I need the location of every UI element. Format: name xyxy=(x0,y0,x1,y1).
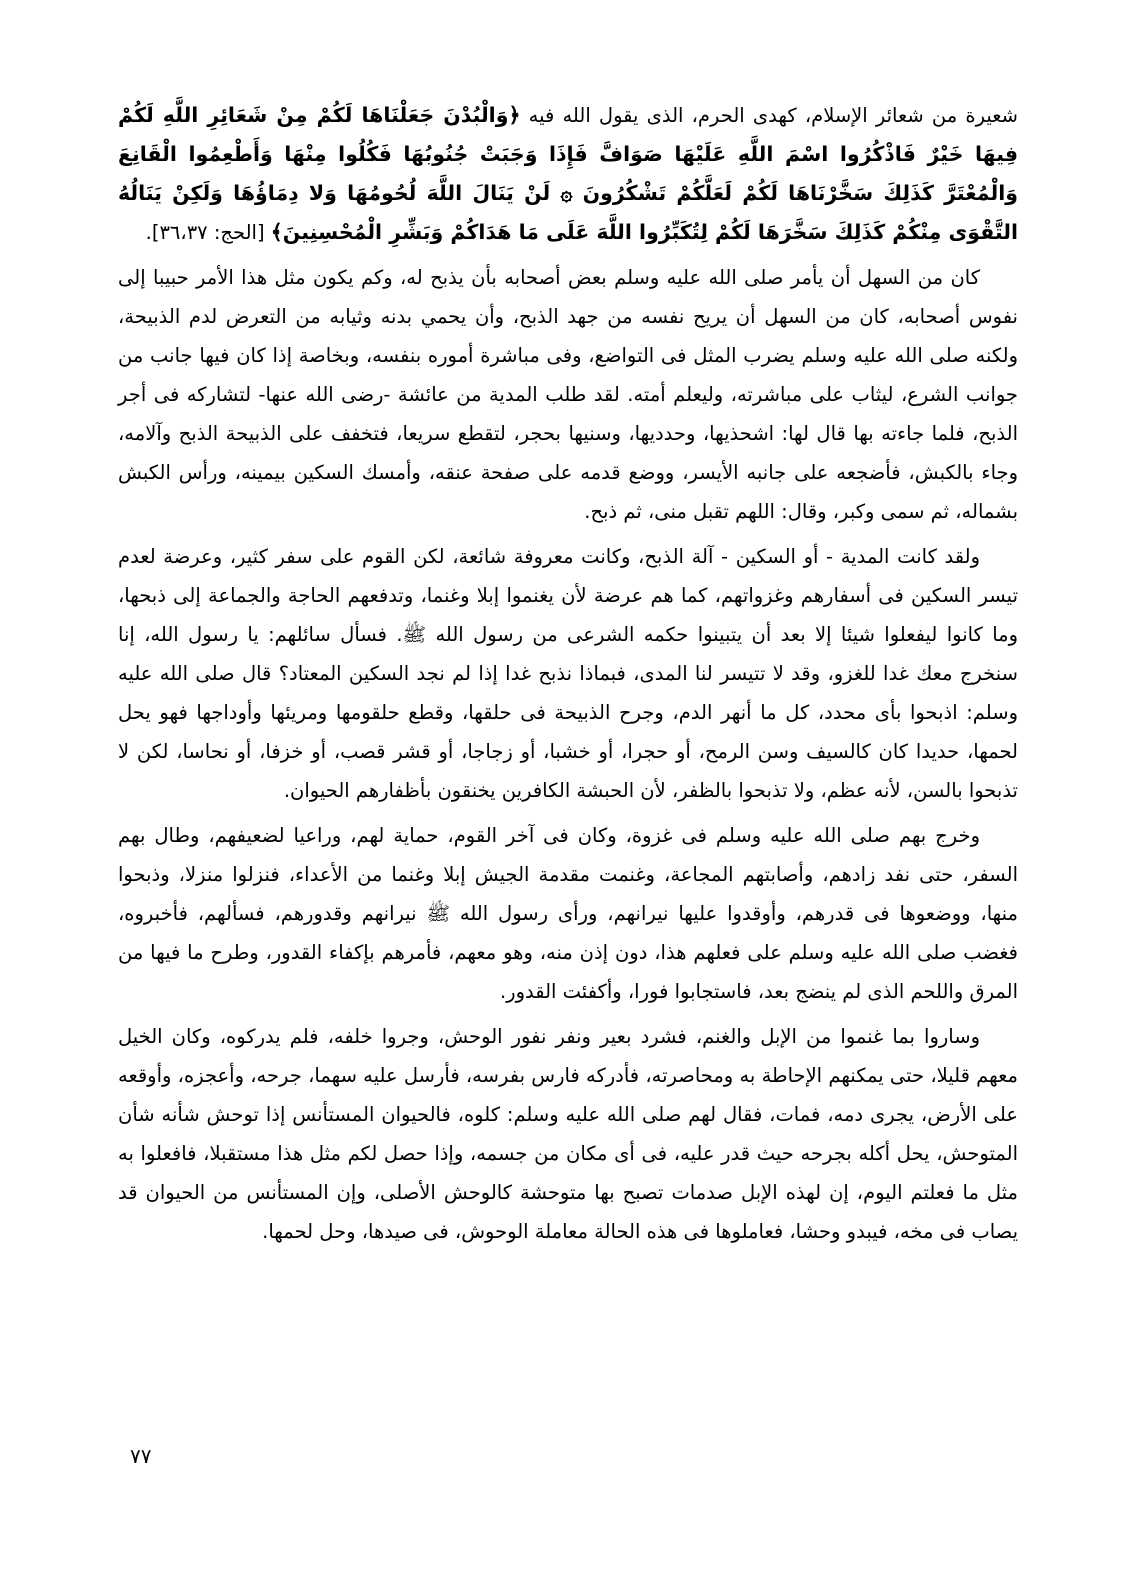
paragraph-runaway-camel: وساروا بما غنموا من الإبل والغنم، فشرد بعير ونفر نفور الوحش، وجروا خلفه، فلم يدركوه، وكان الخيل معهم قليلا، حتى يمكنهم الإحاطة به ومحاصرته، فأدركه فارس بفرسه، فأرسل عليه سهما، جرحه، وأعجزه، وأوقعه على الأرض، يجرى دمه، فمات، فقال لهم صلى الله عليه وسلم: كلوه، فالحيوان المستأنس إذا توحش شأنه شأن المتوحش، يحل أكله بجرحه حيث قدر عليه، فى أى مكان من جسمه، وإذا حصل لكم مثل هذا مستقبلا، فافعلوا به مثل ما فعلتم اليوم، إن لهذه الإبل صدمات تصبح بها متوحشة كالوحش الأصلى، وإن المستأنس من الحيوان قد يصاب فى مخه، فيبدو وحشا، فعاملوها فى هذه الحالة معاملة الوحوش، فى صيدها، وحل لحمها. xyxy=(118,1025,1018,1243)
paragraph-slaughter-tools: ولقد كانت المدية - أو السكين - آلة الذبح، وكانت معروفة شائعة، لكن القوم على سفر كثير، وعرضة لعدم تيسر السكين فى أسفارهم وغزواتهم، كما هم عرضة لأن يغنموا إبلا وغنما، وتدفعهم الحاجة والجماعة إلى ذبحها، وما كانوا ليفعلوا شيئا إلا بعد أن يتبينوا حكمه الشرعى من رسول الله ﷺ. فسأل سائلهم: يا رسول الله، إنا سنخرج معك غدا للغزو، وقد لا تتيسر لنا المدى، فبماذا نذبح غدا إذا لم نجد السكين المعتاد؟ قال صلى الله عليه وسلم: اذبحوا بأى محدد، كل ما أنهر الدم، وجرح الذبيحة فى حلقها، وقطع حلقومها ومريئها وأوداجها فهو يحل لحمها، حديدا كان كالسيف وسن الرمح، أو حجرا، أو خشبا، أو زجاجا، أو قشر قصب، أو خزفا، أو نحاسا، لكن لا تذبحوا بالسن، لأنه عظم، ولا تذبحوا بالظفر، لأن الحبشة الكافرين يخنقون بأظفارهم الحيوان. xyxy=(118,545,1018,802)
document-page xyxy=(118,96,1018,1257)
paragraph-slaughter-by-hand: كان من السهل أن يأمر صلى الله عليه وسلم بعض أصحابه بأن يذبح له، وكم يكون مثل هذا الأمر حبيبا إلى نفوس أصحابه، كان من السهل أن يريح نفسه من جهد الذبح، وأن يحمي بدنه وثيابه من التعرض لدم الذبيحة، ولكنه صلى الله عليه وسلم يضرب المثل فى التواضع، وفى مباشرة أموره بنفسه، وبخاصة إذا كان فيها جانب من جوانب الشرع، ليثاب على مباشرته، وليعلم أمته. لقد طلب المدية من عائشة -رضى الله عنها- لتشاركه فى أجر الذبح، فلما جاءته بها قال لها: اشحذيها، وحدديها، وسنيها بحجر، لتقطع سريعا، فتخفف على الذبيحة الذبح وآلامه، وجاء بالكبش، فأضجعه على جانبه الأيسر، ووضع قدمه على صفحة عنقه، وأمسك السكين بيمينه، ورأس الكبش بشماله، ثم سمى وكبر، وقال: اللهم تقبل منى، ثم ذبح. xyxy=(118,266,1018,523)
paragraph-overturned-pots: وخرج بهم صلى الله عليه وسلم فى غزوة، وكان فى آخر القوم، حماية لهم، وراعيا لضعيفهم، وطال بهم السفر، حتى نفد زادهم، وأصابتهم المجاعة، وغنمت مقدمة الجيش إبلا وغنما من الأعداء، فنزلوا منزلا، وذبحوا منها، ووضعوها فى قدرهم، وأوقدوا عليها نيرانهم، ورأى رسول الله ﷺ نيرانهم وقدورهم، فسألهم، فأخبروه، فغضب صلى الله عليه وسلم على فعلهم هذا، دون إذن منه، وهو معهم، فأمرهم بإكفاء القدور، وطرح ما فيها من المرق واللحم الذى لم ينضج بعد، فاستجابوا فورا، وأكفئت القدور. xyxy=(118,824,1018,1003)
paragraph-intro-text: شعيرة من شعائر الإسلام، كهدى الحرم، الذى يقول الله فيه xyxy=(520,104,1018,127)
verse-reference: [الحج: ٣٦،٣٧]. xyxy=(145,221,271,244)
page-number: ٧٧ xyxy=(130,1444,152,1468)
quran-verse: ﴿وَالْبُدْنَ جَعَلْنَاهَا لَكُمْ مِنْ شَعَائِرِ اللَّهِ لَكُمْ فِيهَا خَيْرٌ فَاذْكُرُوا اسْمَ اللَّهِ عَلَيْهَا صَوَافَّ فَإِذَا وَجَبَتْ جُنُوبُهَا فَكُلُوا مِنْهَا وَأَطْعِمُوا الْقَانِعَ وَالْمُعْتَرَّ كَذَلِكَ سَخَّرْنَاهَا لَكُمْ لَعَلَّكُمْ تَشْكُرُونَ ۞ لَنْ يَنَالَ اللَّهَ لُحُومُهَا وَلا دِمَاؤُهَا وَلَكِنْ يَنَالُهُ التَّقْوَى مِنْكُمْ كَذَلِكَ سَخَّرَهَا لَكُمْ لِتُكَبِّرُوا اللَّهَ عَلَى مَا هَدَاكُمْ وَبَشِّرِ الْمُحْسِنِينَ﴾ xyxy=(118,103,1018,244)
paragraph-quran-citation xyxy=(118,96,1018,252)
